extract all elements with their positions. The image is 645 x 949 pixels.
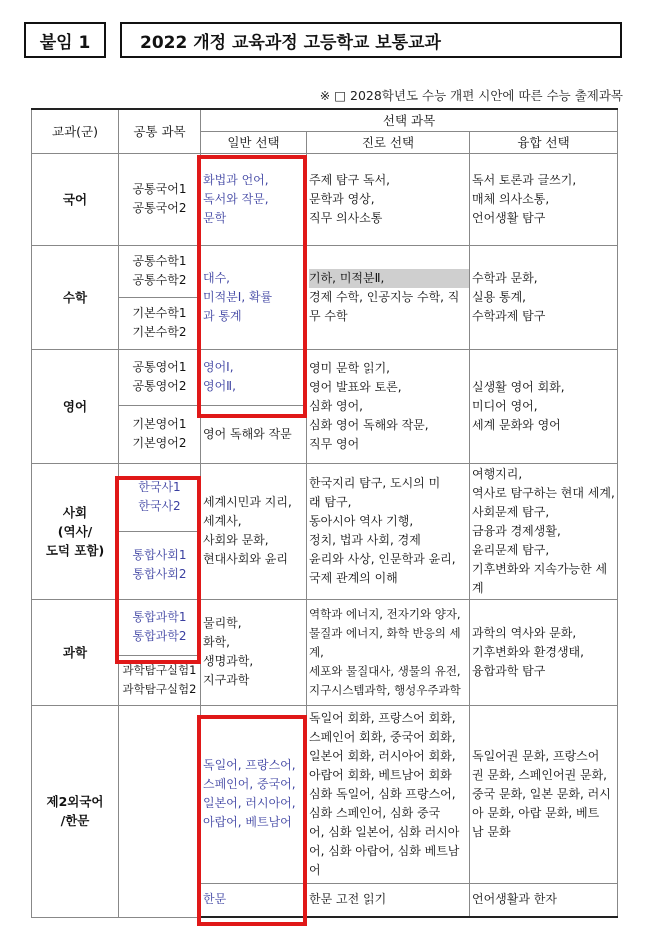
curriculum-table [31,108,618,918]
common-social-a: 한국사1 한국사2 [119,463,201,531]
common-math-a: 공통수학1 공통수학2 [119,245,201,297]
career-english: 영미 문학 읽기, 영어 발표와 토론, 심화 영어, 심화 영어 독해와 작문, 직무 영어 [307,349,470,463]
header-elective: 선택 과목 [201,109,618,131]
attachment-tag: 붙임 1 [24,22,106,58]
subject-korean: 국어 [32,153,119,245]
general-foreign-b: 한문 [201,883,307,917]
common-science-b: 과학탐구실험1 과학탐구실험2 [119,655,201,705]
career-social: 한국지리 탐구, 도시의 미 래 탐구, 동아시아 역사 기행, 정치, 법과 사회, 경제 윤리와 사상, 인문학과 윤리, 국제 관계의 이해 [307,463,470,599]
fusion-foreign-a: 독일어권 문화, 프랑스어 권 문화, 스페인어권 문화, 중국 문화, 일본 문화, 러시 아 문화, 아랍 문화, 베트 남 문화 [470,705,618,883]
common-english-b: 기본영어1 기본영어2 [119,405,201,463]
row-science [32,599,618,655]
fusion-science: 과학의 역사와 문화, 기후변화와 환경생태, 융합과학 탐구 [470,599,618,705]
career-korean: 주제 탐구 독서, 문학과 영상, 직무 의사소통 [307,153,470,245]
general-science: 물리학, 화학, 생명과학, 지구과학 [201,599,307,705]
subject-math: 수학 [32,245,119,349]
subject-social: 사회 (역사/ 도덕 포함) [32,463,119,599]
general-korean: 화법과 언어, 독서와 작문, 문학 [201,153,307,245]
header [24,22,622,62]
career-foreign-b: 한문 고전 읽기 [307,883,470,917]
row-foreign [32,705,618,883]
header-subject: 교과(군) [32,109,119,153]
fusion-english: 실생활 영어 회화, 미디어 영어, 세계 문화와 영어 [470,349,618,463]
row-korean [32,153,618,245]
fusion-foreign-b: 언어생활과 한자 [470,883,618,917]
general-english-a: 영어Ⅰ, 영어Ⅱ, [201,349,307,405]
document-title: 2022 개정 교육과정 고등학교 보통교과 [120,22,622,58]
career-math: 기하, 미적분Ⅱ, 경제 수학, 인공지능 수학, 직 무 수학 [307,245,470,349]
header-common: 공통 과목 [119,109,201,153]
general-english-b: 영어 독해와 작문 [201,405,307,463]
subject-english: 영어 [32,349,119,463]
common-english-a: 공통영어1 공통영어2 [119,349,201,405]
header-general: 일반 선택 [201,131,307,153]
row-math [32,245,618,297]
row-english [32,349,618,405]
common-science-a: 통합과학1 통합과학2 [119,599,201,655]
common-social-b: 통합사회1 통합사회2 [119,531,201,599]
fusion-korean: 독서 토론과 글쓰기, 매체 의사소통, 언어생활 탐구 [470,153,618,245]
general-social: 세계시민과 지리, 세계사, 사회와 문화, 현대사회와 윤리 [201,463,307,599]
career-science: 역학과 에너지, 전자기와 양자, 물질과 에너지, 화학 반응의 세계, 세포와 물질대사, 생물의 유전, 지구시스템과학, 행성우주과학 [307,599,470,705]
general-foreign-a: 독일어, 프랑스어, 스페인어, 중국어, 일본어, 러시아어, 아랍어, 베트남어 [201,705,307,883]
career-foreign-a: 독일어 회화, 프랑스어 회화, 스페인어 회화, 중국어 회화, 일본어 회화, 러시아어 회화, 아랍어 회화, 베트남어 회화 심화 독일어, 심화 프랑스어, 심화 스페인어, 심화 중국 어, 심화 일본어, 심화 러시아 어, 심화 아랍어, 심화 베트남 어 [307,705,470,883]
fusion-social: 여행지리, 역사로 탐구하는 현대 세계, 사회문제 탐구, 금융과 경제생활, 윤리문제 탐구, 기후변화와 지속가능한 세계 [470,463,618,599]
note: ※ □ 2028학년도 수능 개편 시안에 따른 수능 출제과목 [319,88,623,103]
common-korean: 공통국어1 공통국어2 [119,153,201,245]
subject-foreign: 제2외국어 /한문 [32,705,119,917]
common-foreign [119,705,201,917]
career-math-highlight: 기하, 미적분Ⅱ, [309,269,469,288]
subject-science: 과학 [32,599,119,705]
general-math: 대수, 미적분Ⅰ, 확률 과 통계 [201,245,307,349]
fusion-math: 수학과 문화, 실용 통계, 수학과제 탐구 [470,245,618,349]
common-math-b: 기본수학1 기본수학2 [119,297,201,349]
header-career: 진로 선택 [307,131,470,153]
header-fusion: 융합 선택 [470,131,618,153]
row-social [32,463,618,531]
